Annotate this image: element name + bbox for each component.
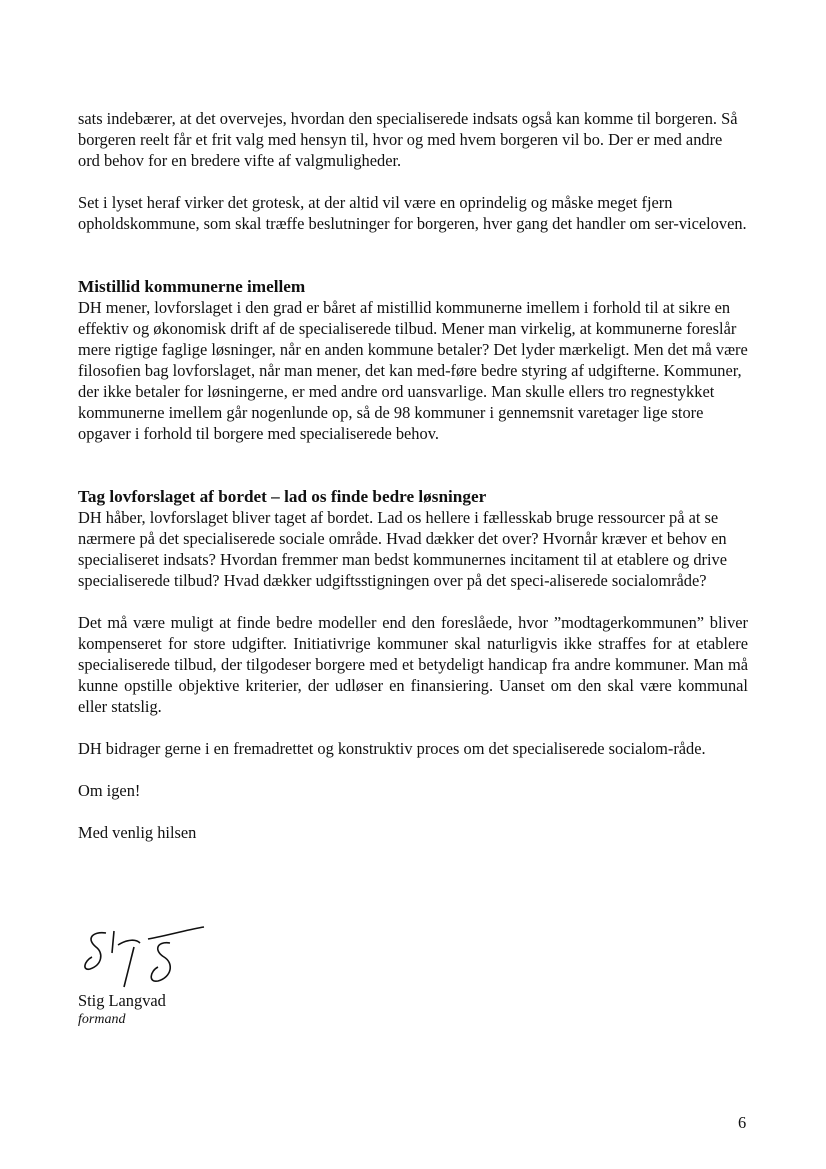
signer-role: formand: [78, 1012, 126, 1027]
signer-block: [78, 990, 166, 1029]
greeting-line: Med venlig hilsen: [78, 823, 197, 842]
handwritten-signature: [78, 925, 218, 991]
closing-line: Om igen!: [78, 781, 141, 800]
section-paragraph: DH mener, lovforslaget i den grad er båret af mistillid kommunerne imellem i forhold til at sikre en effektiv og økonomisk drift af de specialiserede tilbud. Mener man virkelig, at kommunerne foreslår mere rigtige faglige løsninger, når en anden kommune betaler? Det lyder mærkeligt. Men det må være filosofien bag lovforslaget, når man mener, det kan med-føre bedre styring af udgifterne. Kommuner, der ikke betaler for løsningerne, er med andre ord uansvarlige. Man skulle ellers tro regnestykket kommunerne imellem går nogenlunde op, så de 98 kommuner i gennemsnit varetager lige store opgaver i forhold til borgere med specialiserede behov.: [78, 298, 748, 443]
section-mistillid: [78, 276, 748, 444]
document-body: [78, 108, 748, 843]
section-paragraph: DH bidrager gerne i en fremadrettet og konstruktiv proces om det specialiserede socialom-råde.: [78, 739, 706, 758]
section-heading: Mistillid kommunerne imellem: [78, 277, 306, 296]
section-paragraph: Det må være muligt at finde bedre modeller end den foreslåede, hvor ”modtagerkommunen” bliver kompenseret for store udgifter. Initiativrige kommuner skal naturligvis ikke straffes for at etablere specialiserede tilbud, der tilgodeser borgere med et betydeligt handicap fra andre kommuner. Man må kunne opstille objektive kriterier, der udløser en finansiering. Uanset om den skal være kommunal eller statslig.: [78, 613, 748, 716]
intro-paragraph-2: Set i lyset heraf virker det grotesk, at der altid vil være en oprindelig og måske meget fjern opholdskommune, som skal træffe beslutninger for borgeren, hver gang det handler om ser-viceloven.: [78, 193, 747, 233]
intro-paragraph-1: sats indebærer, at det overvejes, hvordan den specialiserede indsats også kan komme til borgeren. Så borgeren reelt får et frit valg med hensyn til, hvor og med hvem borgeren vil bo. Der er med andre ord behov for en bredere vifte af valgmuligheder.: [78, 109, 738, 170]
section-heading: Tag lovforslaget af bordet – lad os finde bedre løsninger: [78, 487, 487, 506]
section-paragraph: DH håber, lovforslaget bliver taget af bordet. Lad os hellere i fællesskab bruge ressourcer på at se nærmere på det specialiserede sociale område. Hvad dækker det over? Hvornår kræver et behov en specialiseret indsats? Hvordan fremmer man bedst kommunernes incitament til at etablere og drive specialiserede tilbud? Hvad dækker udgiftsstigningen over på det speci-aliserede socialområde?: [78, 508, 728, 590]
section-tag-lovforslaget: [78, 486, 748, 759]
page-number: 6: [738, 1113, 747, 1132]
signer-name: Stig Langvad: [78, 991, 166, 1010]
